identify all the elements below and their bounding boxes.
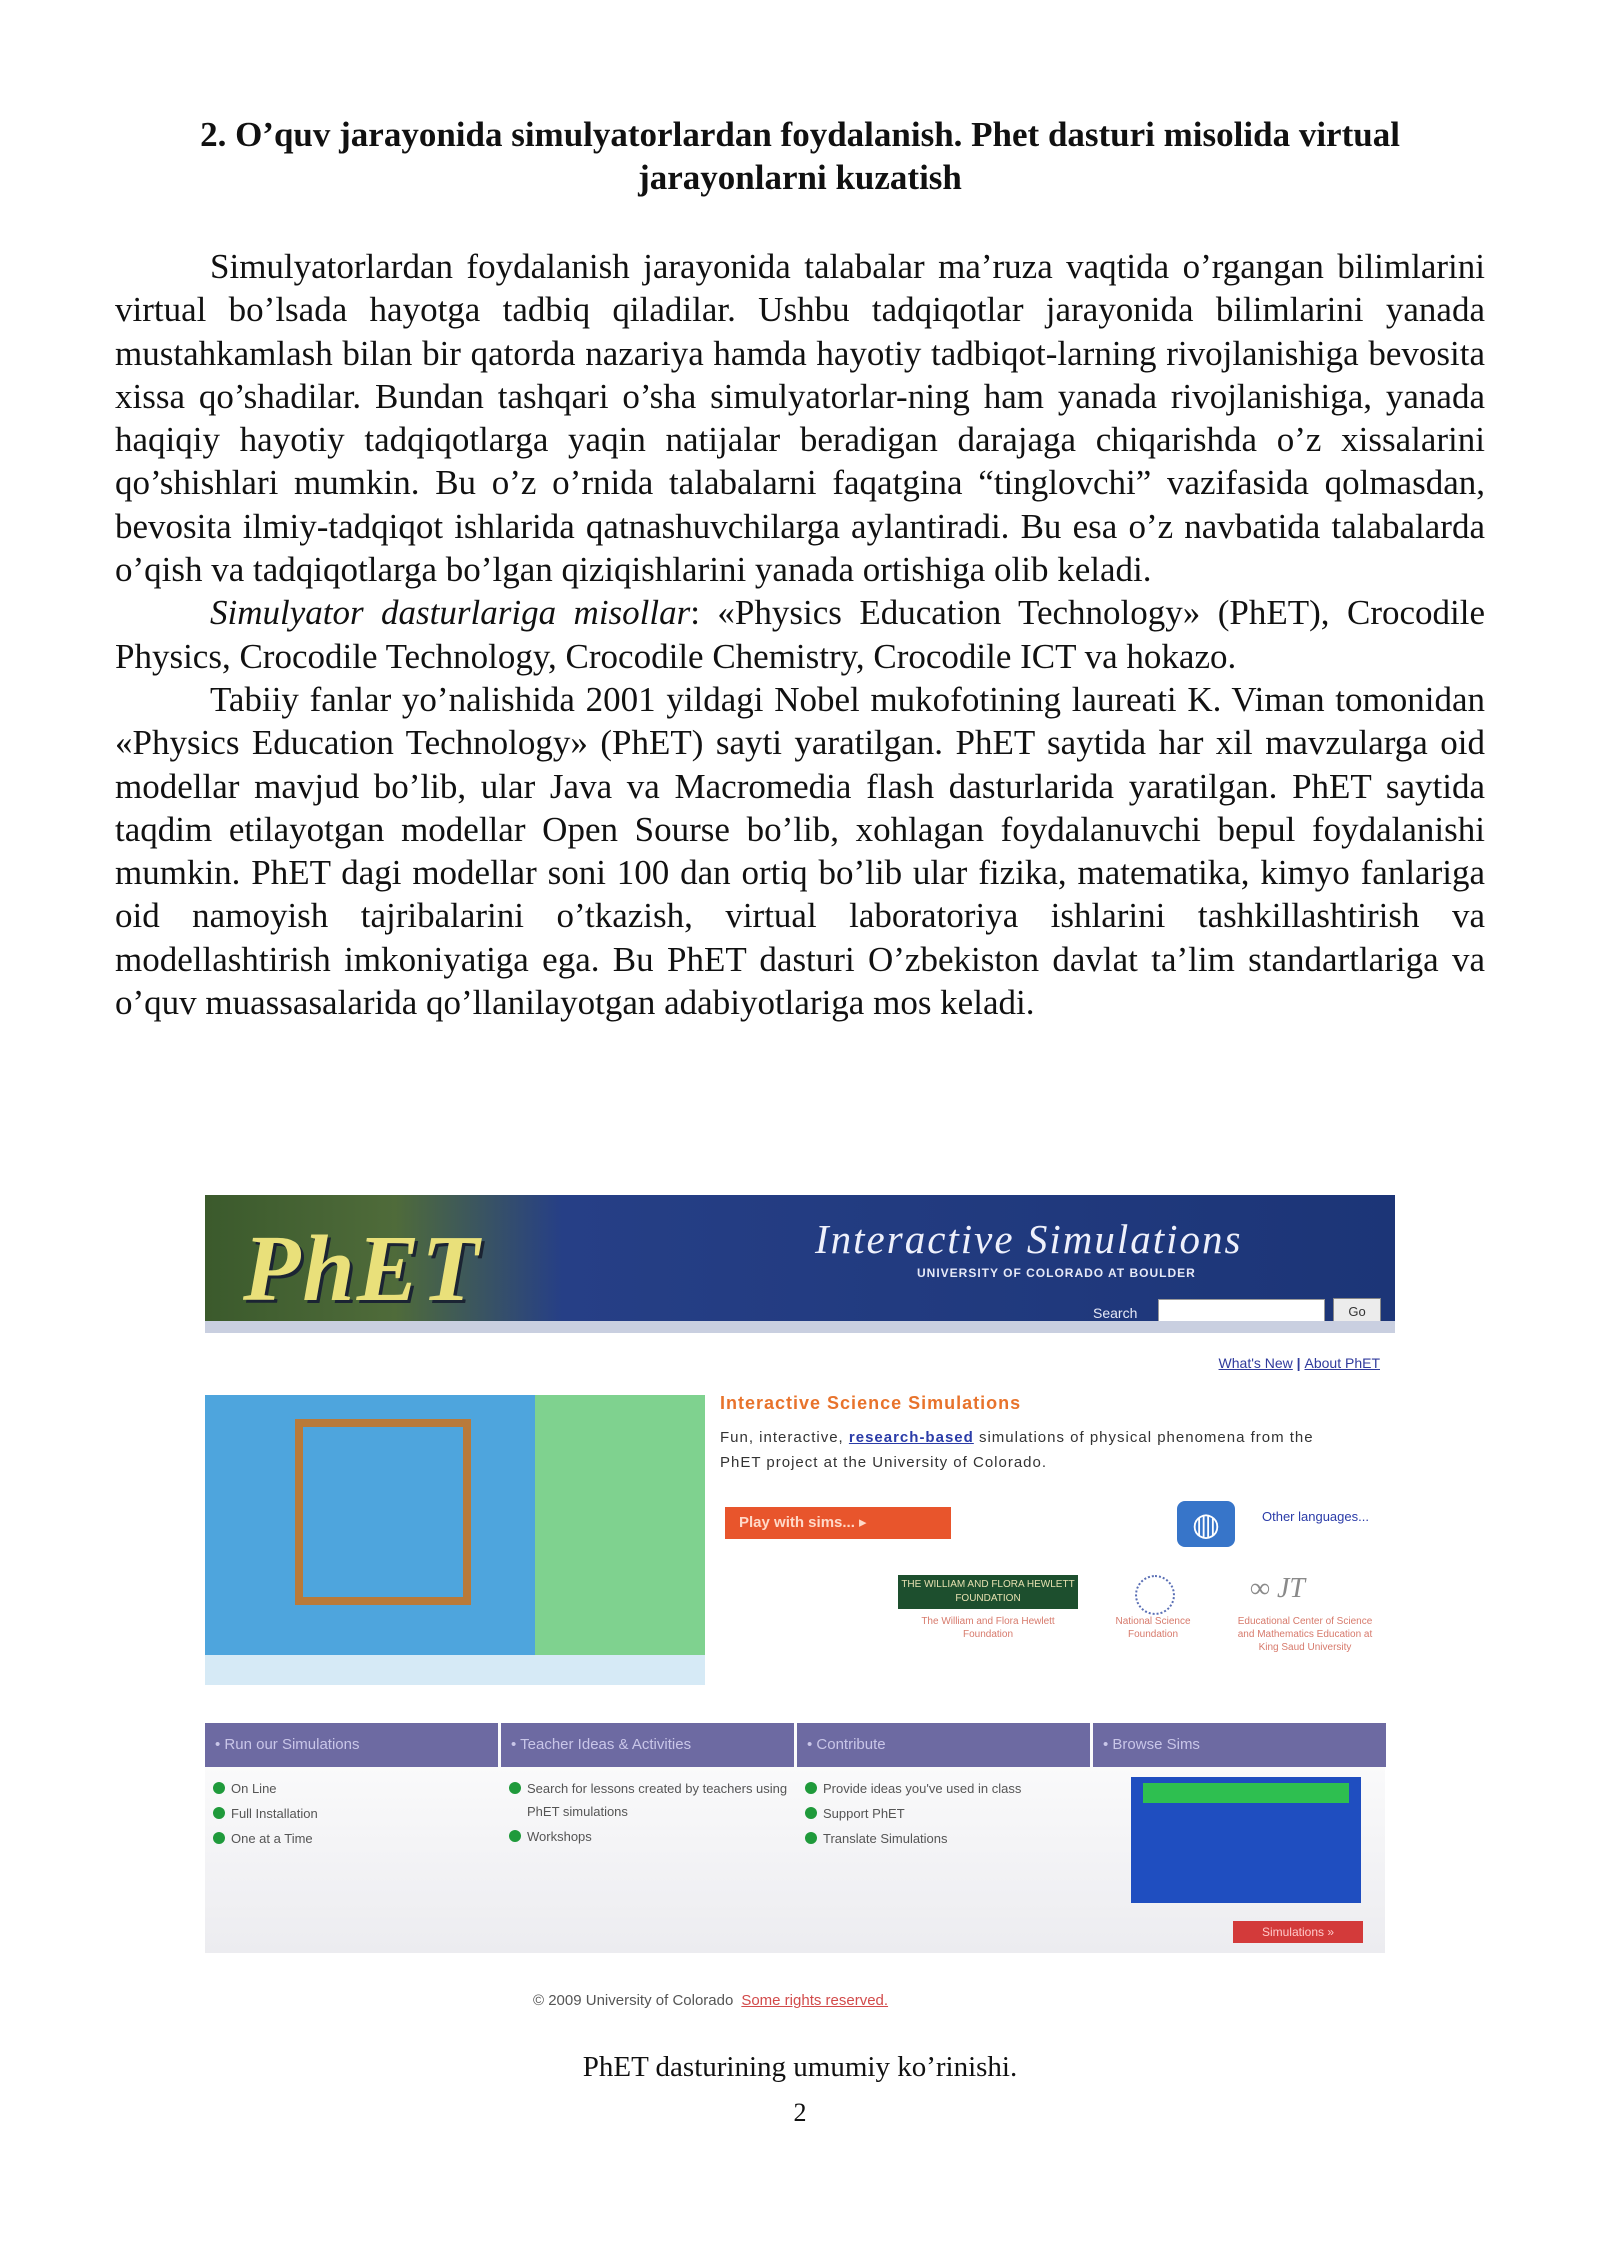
column-browse-sims (1093, 1723, 1386, 1953)
simulation-frame (295, 1419, 471, 1605)
column-header[interactable]: • Run our Simulations (205, 1723, 498, 1767)
column-header[interactable]: • Contribute (797, 1723, 1090, 1767)
phet-logo: PhET (243, 1217, 481, 1321)
column-link[interactable] (501, 1777, 794, 1823)
intro-text-b: simulations of physical phenomena from the PhET project at the University of Colorado. (720, 1429, 1314, 1471)
column-link[interactable] (205, 1802, 498, 1825)
figure-caption: PhET dasturining umumiy ko’rinishi. (582, 2051, 1018, 2083)
un-globe-icon[interactable]: ◍ (1177, 1501, 1235, 1547)
paragraph-1: Simulyatorlardan foydalanish jarayonida talabalar ma’ruza vaqtida o’rgangan bilimlarini virtual bo’lsada hayotga tadbiq qiladilar. Ushbu tadqiqotlar jarayonida bilimlarini yanada mustahkamlash bilan bir qatorda nazariya hamda hayotiy tadbiqot-larning rivojlanishiga bevosita xissa qo’shadilar. Bundan tashqari o’sha simulyatorlar-ning ham yanada rivojlanishiga, yanada haqiqiy hayotiy tadqiqotlarga yaqin natijalar beradigan darajaga chiqarishda o’z xissalarini qo’shishlari mumkin. Bu o’z o’rnida talabalarni faqatgina “tinglovchi” vazifasida qolmasdan, bevosita ilmiy-tadqiqot ishlarida qatnashuvchilarga aylantiradi. Bu esa o’z navbatida talabalarda o’qish va tadqiqotlarga bo’lgan qiziqishlarini yanada ortishiga olib keladi. (115, 247, 1485, 590)
paragraph-2-rest: : «Physics Education Technology» (PhET), Crocodile Physics, Crocodile Technology, Crocodile Chemistry, Crocodile ICT va hokazo. (115, 593, 1485, 676)
column-link-label: One at a Time (231, 1831, 313, 1846)
paragraph-3: Tabiiy fanlar yo’nalishida 2001 yildagi Nobel mukofotining laureati K. Viman tomonidan «Physics Education Technology» (PhET) sayti yaratilgan. PhET saytida har xil mavzularga oid modellar mavjud bo’lib, ular Java va Macromedia flash dasturlarida yaratilgan. PhET saytida taqdim etilayotgan modellar Open Sourse bo’lib, xohlagan foydalanuvchi bepul foydalanishi mumkin. PhET dagi modellar soni 100 dan ortiq bo’lib ular fizika, matematika, kimyo fanlariga oid namoyish tajribalarini o’tkazish, virtual laboratoriya ishlarini tashkillashtirish va modellashtirish imkoniyatiga ega. Bu PhET dasturi O’zbekiston davlat ta’lim standartlariga va o’quv muassasalarida qo’llanilayotgan adabiyotlariga mos keladi. (115, 679, 1485, 1023)
bullet-icon (509, 1830, 521, 1842)
rights-link[interactable]: Some rights reserved. (741, 1992, 889, 2009)
banner-title: Interactive Simulations (815, 1216, 1243, 1262)
phet-banner (205, 1195, 1395, 1333)
intro-text-a: Fun, interactive, (720, 1429, 849, 1446)
bullet-icon (805, 1832, 817, 1844)
copyright-text: © 2009 University of Colorado (533, 1992, 734, 2009)
nsf-caption[interactable]: National Science Foundation (1115, 1616, 1191, 1640)
research-based-link[interactable]: research-based (848, 1429, 974, 1446)
phet-screenshot-figure (205, 1195, 1395, 2009)
simulation-control-panel (535, 1395, 705, 1655)
ksu-logo-icon[interactable]: ∞ JT (1250, 1573, 1305, 1604)
heading-line-2: jarayonlarni kuzatish (638, 158, 962, 197)
column-link[interactable] (205, 1827, 498, 1850)
intro-text (720, 1425, 1340, 1475)
about-phet-link[interactable]: About PhET (1304, 1355, 1380, 1371)
bullet-icon (213, 1832, 225, 1844)
hewlett-foundation-logo[interactable]: THE WILLIAM AND FLORA HEWLETT FOUNDATION (898, 1575, 1078, 1609)
section-heading (115, 113, 1485, 199)
simulation-preview-image[interactable] (205, 1395, 705, 1685)
go-button[interactable]: Go (1333, 1298, 1381, 1326)
column-link-label: Workshops (527, 1829, 592, 1844)
column-link-label: Support PhET (823, 1806, 905, 1821)
copyright-footer (533, 1992, 888, 2009)
simulation-footer-bar (205, 1655, 705, 1685)
search-input[interactable] (1158, 1299, 1325, 1323)
column-link-label: On Line (231, 1781, 277, 1796)
column-link-label: Search for lessons created by teachers using PhET simulations (527, 1781, 788, 1819)
paragraph-2-italic: Simulyator dasturlariga misollar (210, 593, 691, 633)
column-contribute (797, 1723, 1090, 1953)
bullet-icon (805, 1782, 817, 1794)
hewlett-foundation-caption[interactable]: The William and Flora Hewlett Foundation (921, 1616, 1055, 1640)
nsf-logo-icon[interactable] (1135, 1575, 1175, 1615)
intro-title: Interactive Science Simulations (720, 1393, 1022, 1413)
whats-new-link[interactable]: What's New (1218, 1355, 1293, 1371)
column-header[interactable]: • Browse Sims (1093, 1723, 1386, 1767)
browse-sims-thumbnail[interactable] (1131, 1777, 1361, 1903)
column-link[interactable] (205, 1777, 498, 1800)
column-link-label: Provide ideas you've used in class (823, 1781, 1022, 1796)
column-link[interactable] (501, 1825, 794, 1848)
other-languages-link[interactable]: Other languages... (1262, 1509, 1369, 1524)
ksu-caption[interactable]: Educational Center of Science and Mathematics Education at King Saud University (1237, 1616, 1373, 1653)
bullet-icon (213, 1782, 225, 1794)
bullet-icon (805, 1807, 817, 1819)
column-link[interactable] (797, 1777, 1090, 1800)
heading-line-1: 2. O’quv jarayonida simulyatorlardan foydalanish. Phet dasturi misolida virtual (200, 115, 1400, 154)
column-header[interactable]: • Teacher Ideas & Activities (501, 1723, 794, 1767)
column-teacher-ideas (501, 1723, 794, 1953)
column-link-label: Full Installation (231, 1806, 318, 1821)
column-link-label: Translate Simulations (823, 1831, 948, 1846)
thumbnail-strip (1143, 1783, 1349, 1803)
column-link[interactable] (797, 1827, 1090, 1850)
banner-subtitle: UNIVERSITY OF COLORADO AT BOULDER (917, 1266, 1196, 1280)
bullet-icon (509, 1782, 521, 1794)
top-links-separator: | (1292, 1355, 1305, 1371)
column-run-simulations (205, 1723, 498, 1953)
navigation-columns (205, 1723, 1385, 1953)
search-label: Search (1093, 1305, 1138, 1321)
play-with-sims-button[interactable]: Play with sims... ▸ (725, 1507, 951, 1539)
simulations-button[interactable]: Simulations » (1233, 1921, 1363, 1943)
body-text (115, 245, 1485, 1024)
bullet-icon (213, 1807, 225, 1819)
column-link[interactable] (797, 1802, 1090, 1825)
banner-stripe (205, 1321, 1395, 1333)
top-links (1219, 1355, 1380, 1371)
page-number: 2 (793, 2098, 807, 2127)
paragraph-2 (115, 591, 1485, 678)
